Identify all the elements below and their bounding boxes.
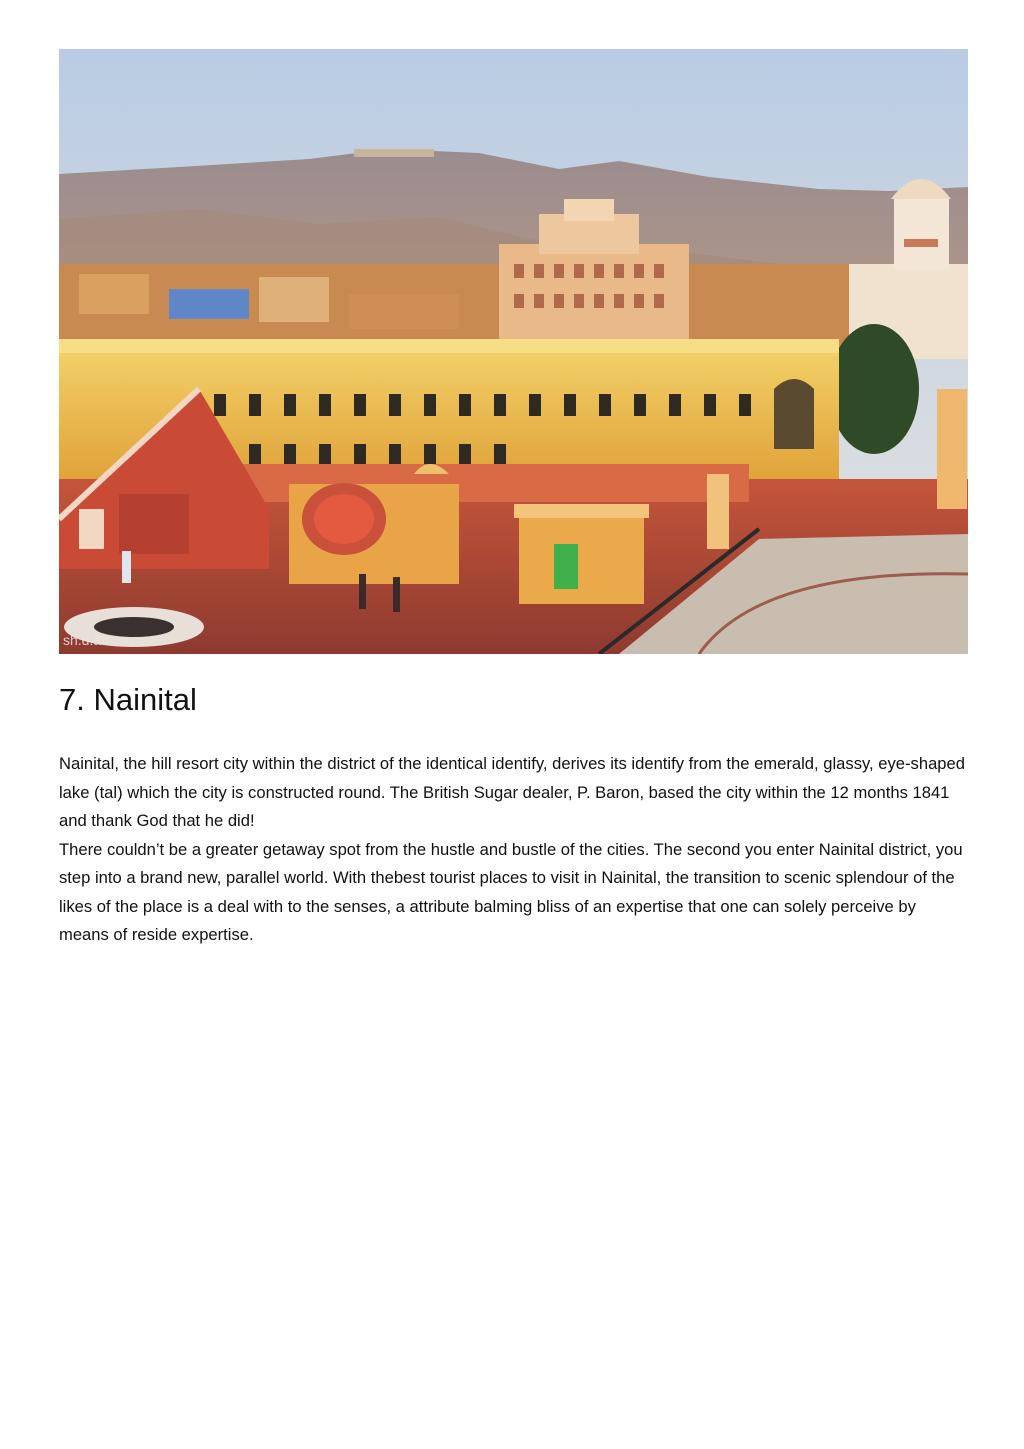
photo-watermark: sh.d.au xyxy=(63,632,109,648)
article-body xyxy=(59,750,969,950)
paragraph-getaway: There couldn’t be a greater getaway spot from the hustle and bustle of the cities. The second you enter Nainital district, you step into a brand new, parallel world. With thebest tourist places to visit in Nainital, the transition to scenic splendour of the likes of the place is a deal with to the senses, a attribute balming bliss of an expertise that one can solely perceive by means of reside expertise. xyxy=(59,839,963,944)
palace-landscape-image xyxy=(59,49,968,654)
paragraph-intro: Nainital, the hill resort city within the district of the identical identify, derives its identify from the emerald, glassy, eye-shaped lake (tal) which the city is constructed round. The British Sugar dealer, P. Baron, based the city within the 12 months 1841 and thank God that he did! xyxy=(59,754,965,830)
article-photo xyxy=(59,49,968,654)
section-heading: 7. Nainital xyxy=(59,682,197,717)
